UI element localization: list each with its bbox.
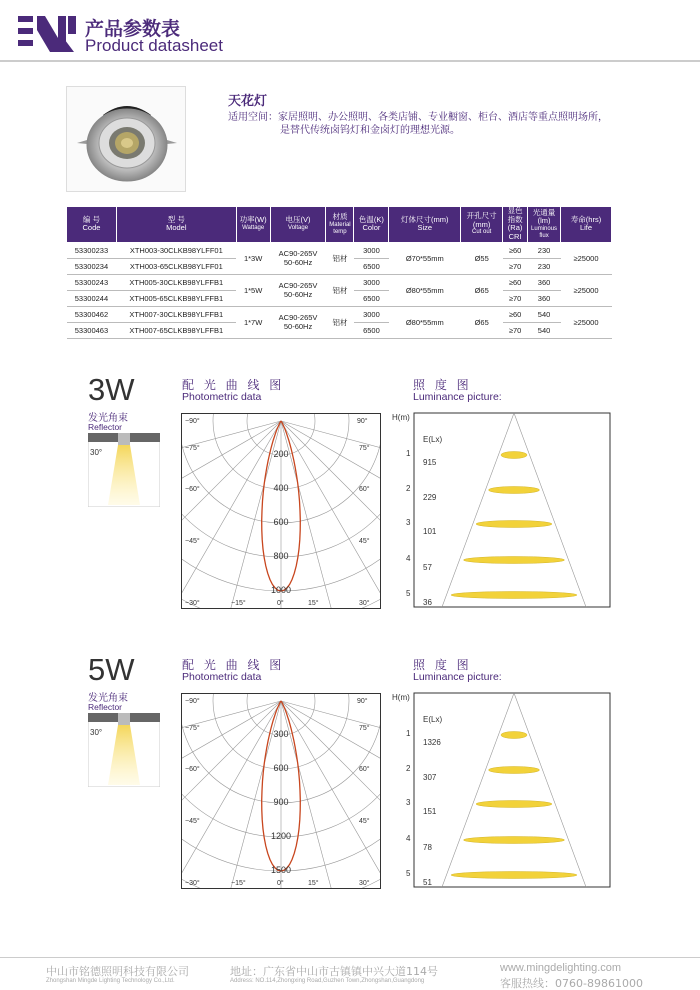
table-cell: 53300233 <box>67 242 117 258</box>
table-cell: ≥70 <box>503 290 528 306</box>
reflector-label-en: Reflector <box>88 422 123 432</box>
angle-label: −75° <box>185 445 200 452</box>
illuminance-spot <box>451 592 577 599</box>
footer-hotline: 客服热线：0760-89861000 <box>500 977 643 990</box>
illuminance-spot <box>464 837 565 844</box>
angle-label: −90° <box>185 418 200 425</box>
table-cell: 1*3W <box>236 242 270 274</box>
photometric-title-en: Photometric data <box>182 391 262 403</box>
table-cell: 360 <box>528 290 561 306</box>
angle-label: 45° <box>359 538 370 545</box>
table-cell: 1*7W <box>236 306 270 338</box>
table-cell: 53300462 <box>67 306 117 322</box>
illuminance-spot <box>501 732 527 739</box>
illuminance-spot <box>464 557 565 564</box>
polar-ring-label: 800 <box>273 551 289 561</box>
table-cell: 6500 <box>354 258 389 274</box>
illuminance-spot <box>451 872 577 879</box>
footer-divider <box>0 957 700 958</box>
angle-label: 60° <box>359 766 370 773</box>
footer-address-en: Address: NO.114,Zhongxing Road,Guzhen Town,Zhongshan,Guangdong <box>230 978 425 984</box>
spec-col-header: 显色 指数 (Ra) CRI <box>503 207 528 243</box>
wattage-heading: 5W <box>88 652 135 687</box>
lux-axis-label: E(Lx) <box>423 715 443 724</box>
table-cell: XTH005-30CLKB98YLFFB1 <box>116 274 236 290</box>
angle-label: 30° <box>359 600 370 607</box>
reflector-beam-diagram <box>88 713 160 787</box>
table-cell: Ø65 <box>461 306 503 338</box>
lux-value-label: 307 <box>423 773 437 782</box>
table-cell: 230 <box>528 242 561 258</box>
table-cell: XTH003-65CLKB98YLFF01 <box>116 258 236 274</box>
polar-ring-label: 1500 <box>270 865 292 875</box>
angle-label: 60° <box>359 486 370 493</box>
angle-label: 15° <box>308 880 319 887</box>
table-cell: AC90-265V 50-60Hz <box>270 242 326 274</box>
angle-label: −75° <box>185 725 200 732</box>
lux-value-label: 36 <box>423 598 432 607</box>
angle-label: 90° <box>357 418 368 425</box>
luminance-chart <box>392 690 614 890</box>
height-tick-label: 5 <box>406 589 411 598</box>
table-row <box>67 274 612 290</box>
table-cell: ≥25000 <box>561 274 612 306</box>
illuminance-spot <box>489 487 540 494</box>
lux-axis-label: E(Lx) <box>423 435 443 444</box>
luminance-chart <box>392 410 614 610</box>
footer-company-cn: 中山市铭德照明科技有限公司 <box>46 965 189 978</box>
table-cell: 53300463 <box>67 322 117 338</box>
height-tick-label: 3 <box>406 798 411 807</box>
lux-value-label: 229 <box>423 493 437 502</box>
table-cell: ≥60 <box>503 306 528 322</box>
reflector-label-en: Reflector <box>88 702 123 712</box>
angle-label: 0° <box>277 600 284 607</box>
page-title-cn: 产品参数表 <box>85 18 181 40</box>
height-tick-label: 2 <box>406 764 411 773</box>
product-description-line1: 适用空间：家居照明、办公照明、各类店铺、专业橱窗、柜台、酒店等重点照明场所， <box>228 112 608 123</box>
illuminance-spot <box>476 521 552 528</box>
footer-website[interactable]: www.mingdelighting.com <box>500 962 622 974</box>
footer-address-cn: 地址：广东省中山市古镇镇中兴大道114号 <box>230 965 438 978</box>
company-logo <box>18 14 78 54</box>
reflector-label-cn: 发光角束 <box>88 693 128 704</box>
table-cell: XTH003-30CLKB98YLFF01 <box>116 242 236 258</box>
polar-ring-label: 600 <box>273 517 289 527</box>
table-cell: 1*5W <box>236 274 270 306</box>
photometric-polar-chart <box>181 693 381 889</box>
footer-company-en: Zhongshan Mingde Lighting Technology Co.,Ltd. <box>46 978 175 984</box>
height-axis-label: H(m) <box>392 693 410 702</box>
table-cell: 540 <box>528 306 561 322</box>
angle-label: −30° <box>185 880 200 887</box>
angle-label: −15° <box>231 600 246 607</box>
spec-col-header: 开孔尺寸 (mm) Cut out <box>461 207 503 243</box>
height-tick-label: 4 <box>406 834 411 843</box>
table-cell: 3000 <box>354 242 389 258</box>
table-cell: ≥70 <box>503 322 528 338</box>
reflector-label-cn: 发光角束 <box>88 413 128 424</box>
product-description-line2: 是替代传统卤钨灯和金卤灯的理想光源。 <box>280 125 460 136</box>
lux-value-label: 51 <box>423 878 432 887</box>
luminance-title-en: Luminance picture: <box>413 671 502 683</box>
table-cell: 53300243 <box>67 274 117 290</box>
illuminance-spot <box>489 767 540 774</box>
angle-label: 75° <box>359 725 370 732</box>
angle-label: 15° <box>308 600 319 607</box>
table-cell: Ø80*55mm <box>389 306 461 338</box>
table-cell: 230 <box>528 258 561 274</box>
luminance-title-cn: 照 度 图 <box>413 658 472 672</box>
spec-col-header: 功率(W) Wattage <box>236 207 270 243</box>
table-cell: 3000 <box>354 306 389 322</box>
table-row <box>67 306 612 322</box>
table-cell: 铝材 <box>326 242 354 274</box>
spec-col-header: 灯体尺寸(mm) Size <box>389 207 461 243</box>
beam-angle-label: 30° <box>90 448 103 457</box>
height-tick-label: 3 <box>406 518 411 527</box>
illuminance-spot <box>476 801 552 808</box>
table-cell: Ø80*55mm <box>389 274 461 306</box>
product-name: 天花灯 <box>228 94 268 109</box>
spec-col-header: 寿命(hrs) Life <box>561 207 612 243</box>
angle-label: −15° <box>231 880 246 887</box>
table-cell: ≥60 <box>503 242 528 258</box>
angle-label: −60° <box>185 766 200 773</box>
header-divider <box>0 60 700 62</box>
height-tick-label: 2 <box>406 484 411 493</box>
polar-ring-label: 400 <box>273 483 289 493</box>
table-cell: 360 <box>528 274 561 290</box>
table-cell: XTH007-30CLKB98YLFFB1 <box>116 306 236 322</box>
luminance-title-en: Luminance picture: <box>413 391 502 403</box>
angle-label: 30° <box>359 880 370 887</box>
height-tick-label: 1 <box>406 729 411 738</box>
product-photo <box>66 86 186 192</box>
polar-ring-label: 1000 <box>270 585 292 595</box>
polar-ring-label: 300 <box>273 729 289 739</box>
spec-col-header: 型 号 Model <box>116 207 236 243</box>
wattage-heading: 3W <box>88 372 135 407</box>
table-cell: XTH007-65CLKB98YLFFB1 <box>116 322 236 338</box>
table-cell: AC90-265V 50-60Hz <box>270 274 326 306</box>
spec-table <box>66 206 612 339</box>
table-cell: Ø55 <box>461 242 503 274</box>
page-title-en: Product datasheet <box>85 36 223 55</box>
angle-label: 45° <box>359 818 370 825</box>
table-cell: Ø70*55mm <box>389 242 461 274</box>
photometric-title-cn: 配 光 曲 线 图 <box>182 378 285 392</box>
table-cell: Ø65 <box>461 274 503 306</box>
table-cell: 3000 <box>354 274 389 290</box>
beam-angle-label: 30° <box>90 728 103 737</box>
table-cell: 铝材 <box>326 306 354 338</box>
photometric-title-cn: 配 光 曲 线 图 <box>182 658 285 672</box>
lux-value-label: 57 <box>423 563 432 572</box>
angle-label: −45° <box>185 538 200 545</box>
angle-label: −60° <box>185 486 200 493</box>
table-cell: 540 <box>528 322 561 338</box>
table-cell: ≥60 <box>503 274 528 290</box>
angle-label: 75° <box>359 445 370 452</box>
spec-col-header: 光通量 (lm) Luminous flux <box>528 207 561 243</box>
illuminance-spot <box>501 452 527 459</box>
table-cell: 53300234 <box>67 258 117 274</box>
height-tick-label: 1 <box>406 449 411 458</box>
table-cell: XTH005-65CLKB98YLFFB1 <box>116 290 236 306</box>
lux-value-label: 1326 <box>423 738 441 747</box>
angle-label: −90° <box>185 698 200 705</box>
height-tick-label: 4 <box>406 554 411 563</box>
table-cell: 6500 <box>354 290 389 306</box>
spec-col-header: 材质 Material temp <box>326 207 354 243</box>
table-cell: 铝材 <box>326 274 354 306</box>
table-cell: AC90-265V 50-60Hz <box>270 306 326 338</box>
table-cell: 53300244 <box>67 290 117 306</box>
luminance-title-cn: 照 度 图 <box>413 378 472 392</box>
lux-value-label: 101 <box>423 527 437 536</box>
table-cell: ≥70 <box>503 258 528 274</box>
polar-ring-label: 600 <box>273 763 289 773</box>
angle-label: −30° <box>185 600 200 607</box>
table-cell: 6500 <box>354 322 389 338</box>
table-row <box>67 242 612 258</box>
table-cell: ≥25000 <box>561 242 612 274</box>
angle-label: −45° <box>185 818 200 825</box>
photometric-polar-chart <box>181 413 381 609</box>
reflector-beam-diagram <box>88 433 160 507</box>
spec-col-header: 色温(K) Color <box>354 207 389 243</box>
polar-ring-label: 1200 <box>270 831 292 841</box>
angle-label: 90° <box>357 698 368 705</box>
height-tick-label: 5 <box>406 869 411 878</box>
lux-value-label: 151 <box>423 807 437 816</box>
spec-col-header: 电压(V) Voltage <box>270 207 326 243</box>
spec-col-header: 编 号 Code <box>67 207 117 243</box>
angle-label: 0° <box>277 880 284 887</box>
lux-value-label: 78 <box>423 843 432 852</box>
polar-ring-label: 200 <box>273 449 289 459</box>
table-cell: ≥25000 <box>561 306 612 338</box>
lux-value-label: 915 <box>423 458 437 467</box>
photometric-title-en: Photometric data <box>182 671 262 683</box>
spec-header-row <box>67 207 612 243</box>
polar-ring-label: 900 <box>273 797 289 807</box>
height-axis-label: H(m) <box>392 413 410 422</box>
